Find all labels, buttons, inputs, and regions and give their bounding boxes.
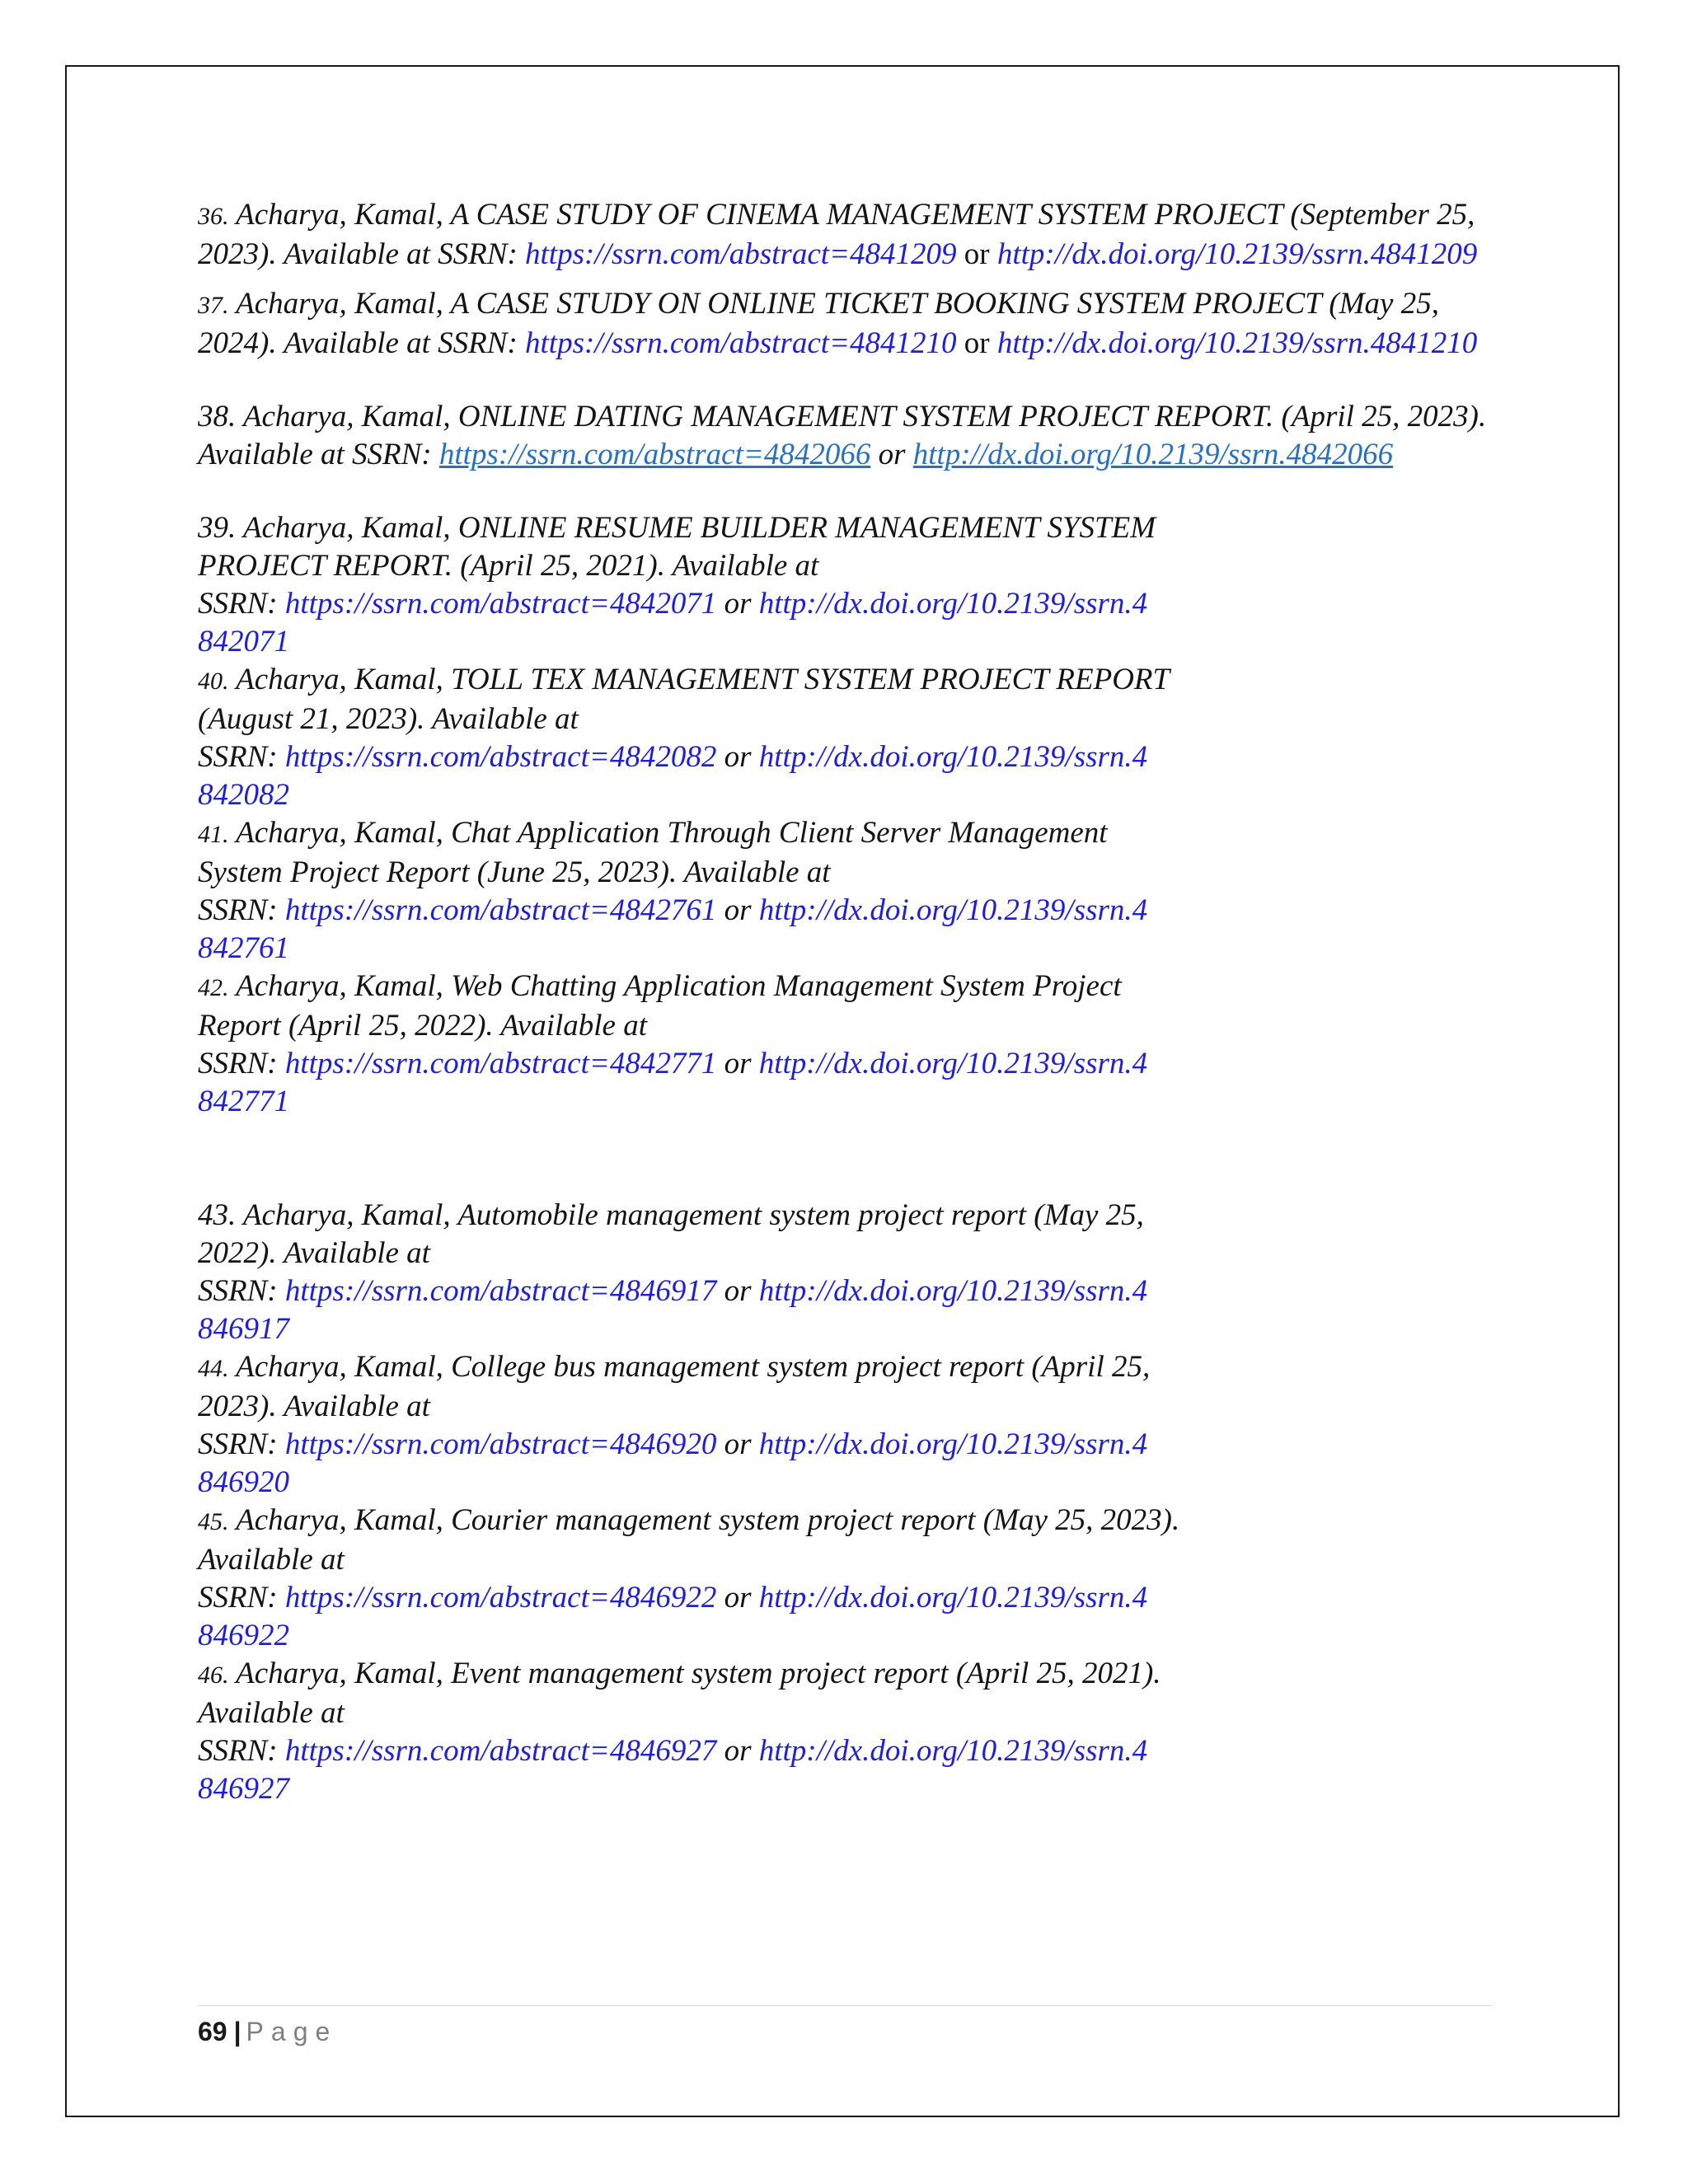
reference-title: Acharya, Kamal, Courier management system project report (May 25, 2023). [236, 1503, 1180, 1537]
ssrn-link[interactable]: https://ssrn.com/abstract=4846922 [284, 1581, 717, 1615]
reference-45 [198, 1502, 1492, 1655]
reference-line-2: 2023). Available at [198, 1390, 430, 1423]
reference-number: 36. [198, 203, 229, 230]
reference-43 [198, 1197, 1492, 1348]
or-text: or [724, 1734, 752, 1768]
reference-number: 45. [198, 1508, 229, 1535]
reference-title: Acharya, Kamal, College bus management system project report (April 25, [236, 1350, 1151, 1384]
ssrn-label: SSRN: [198, 1734, 278, 1768]
or-text: or [724, 740, 752, 774]
reference-line-3 [198, 1272, 1492, 1310]
or-text: or [964, 326, 990, 360]
doi-link[interactable]: http://dx.doi.org/10.2139/ssrn.4841209 [996, 237, 1478, 271]
reference-44 [198, 1348, 1492, 1502]
reference-line-2: Report (April 25, 2022). Available at [198, 1009, 648, 1043]
reference-line-3 [198, 1426, 1492, 1464]
ssrn-label: SSRN: [198, 893, 278, 927]
doi-link-continued[interactable]: 846920 [198, 1465, 289, 1499]
reference-text: Acharya, Kamal, A CASE STUDY OF CINEMA MANAGEMENT SYSTEM PROJECT (September 25, 2023). Available at SSRN: [198, 198, 1475, 271]
reference-line-3 [198, 1045, 1492, 1083]
reference-number: 46. [198, 1661, 229, 1689]
reference-46 [198, 1655, 1492, 1808]
doi-link-continued[interactable]: 842071 [198, 625, 289, 658]
doi-link[interactable]: http://dx.doi.org/10.2139/ssrn.4 [758, 1047, 1148, 1080]
reference-title: Acharya, Kamal, Automobile management system project report (May 25, [242, 1198, 1144, 1232]
reference-title: Acharya, Kamal, Web Chatting Application Management System Project [236, 969, 1122, 1003]
or-text: or [964, 237, 990, 271]
or-text: or [724, 1427, 752, 1461]
ssrn-label: SSRN: [198, 1427, 278, 1461]
reference-number: 43. [198, 1198, 237, 1232]
reference-line-3 [198, 1732, 1492, 1770]
reference-title: Acharya, Kamal, Event management system project report (April 25, 2021). [236, 1657, 1161, 1690]
reference-line-2: System Project Report (June 25, 2023). Available at [198, 855, 831, 889]
reference-number: 37. [198, 292, 229, 319]
ssrn-link[interactable]: https://ssrn.com/abstract=4841209 [525, 237, 957, 271]
doi-link[interactable]: http://dx.doi.org/10.2139/ssrn.4 [758, 1427, 1148, 1461]
reference-line-1 [198, 661, 1492, 701]
ssrn-link[interactable]: https://ssrn.com/abstract=4842771 [284, 1047, 717, 1080]
doi-link[interactable]: http://dx.doi.org/10.2139/ssrn.4842066 [912, 438, 1394, 471]
doi-link[interactable]: http://dx.doi.org/10.2139/ssrn.4841210 [996, 326, 1478, 360]
reference-text: Acharya, Kamal, ONLINE DATING MANAGEMENT SYSTEM PROJECT REPORT. (April 25, 2023). Available at SSRN: [198, 400, 1487, 471]
reference-line-3 [198, 738, 1492, 776]
reference-line-1 [198, 1197, 1492, 1235]
reference-line-1 [198, 968, 1492, 1007]
reference-41 [198, 814, 1492, 968]
doi-link[interactable]: http://dx.doi.org/10.2139/ssrn.4 [758, 1274, 1148, 1308]
ssrn-link[interactable]: https://ssrn.com/abstract=4842082 [284, 740, 717, 774]
ssrn-link[interactable]: https://ssrn.com/abstract=4846920 [284, 1427, 717, 1461]
reference-42 [198, 968, 1492, 1121]
reference-number: 42. [198, 974, 229, 1001]
footer-divider [198, 2005, 1492, 2006]
reference-number: 44. [198, 1355, 229, 1382]
doi-link[interactable]: http://dx.doi.org/10.2139/ssrn.4 [758, 893, 1148, 927]
ssrn-link[interactable]: https://ssrn.com/abstract=4842071 [284, 587, 717, 621]
or-text: or [724, 1581, 752, 1615]
ssrn-link[interactable]: https://ssrn.com/abstract=4842066 [438, 438, 871, 471]
page-label: Page [246, 2017, 338, 2046]
doi-link-continued[interactable]: 842082 [198, 778, 289, 812]
reference-line-2: 2022). Available at [198, 1236, 430, 1270]
doi-link-continued[interactable]: 842761 [198, 931, 289, 965]
reference-number: 40. [198, 668, 229, 695]
doi-link-continued[interactable]: 846917 [198, 1312, 289, 1346]
reference-number: 39. [198, 511, 237, 545]
reference-line-1 [198, 1655, 1492, 1694]
reference-line-1 [198, 1348, 1492, 1388]
doi-link[interactable]: http://dx.doi.org/10.2139/ssrn.4 [758, 740, 1148, 774]
or-text: or [724, 1047, 752, 1080]
footer-separator: | [233, 2017, 241, 2046]
reference-line-1 [198, 1502, 1492, 1541]
reference-39 [198, 509, 1492, 661]
or-text: or [724, 587, 752, 621]
reference-line-3 [198, 892, 1492, 930]
ssrn-label: SSRN: [198, 1047, 278, 1080]
ssrn-link[interactable]: https://ssrn.com/abstract=4841210 [525, 326, 957, 360]
or-text: or [724, 1274, 752, 1308]
reference-40 [198, 661, 1492, 814]
ssrn-link[interactable]: https://ssrn.com/abstract=4842761 [284, 893, 717, 927]
doi-link-continued[interactable]: 846927 [198, 1772, 289, 1806]
reference-number: 41. [198, 821, 229, 848]
reference-number: 38. [198, 400, 237, 434]
ssrn-label: SSRN: [198, 1581, 278, 1615]
reference-text: Acharya, Kamal, A CASE STUDY ON ONLINE TICKET BOOKING SYSTEM PROJECT (May 25, 2024). Available at SSRN: [198, 287, 1439, 360]
reference-37 [198, 285, 1492, 363]
reference-line-1 [198, 509, 1492, 547]
reference-line-2: PROJECT REPORT. (April 25, 2021). Available at [198, 549, 819, 583]
reference-list [198, 196, 1492, 1808]
doi-link-continued[interactable]: 842771 [198, 1085, 289, 1118]
page-number: 69 [198, 2017, 227, 2046]
reference-title: Acharya, Kamal, TOLL TEX MANAGEMENT SYSTEM PROJECT REPORT [236, 663, 1170, 696]
reference-38 [198, 398, 1492, 474]
reference-36 [198, 196, 1492, 274]
doi-link[interactable]: http://dx.doi.org/10.2139/ssrn.4 [758, 587, 1148, 621]
reference-title: Acharya, Kamal, ONLINE RESUME BUILDER MANAGEMENT SYSTEM [242, 511, 1156, 545]
doi-link[interactable]: http://dx.doi.org/10.2139/ssrn.4 [758, 1734, 1148, 1768]
or-text: or [878, 438, 906, 471]
reference-line-3 [198, 585, 1492, 623]
reference-line-2: (August 21, 2023). Available at [198, 702, 579, 736]
reference-line-1 [198, 814, 1492, 854]
ssrn-link[interactable]: https://ssrn.com/abstract=4846927 [284, 1734, 717, 1768]
page-footer [198, 2011, 337, 2052]
reference-title: Acharya, Kamal, Chat Application Through Client Server Management [236, 816, 1108, 850]
doi-link[interactable]: http://dx.doi.org/10.2139/ssrn.4 [758, 1581, 1148, 1615]
ssrn-label: SSRN: [198, 1274, 278, 1308]
reference-line-2: Available at [198, 1696, 345, 1730]
reference-line-2: Available at [198, 1543, 345, 1577]
ssrn-label: SSRN: [198, 740, 278, 774]
ssrn-label: SSRN: [198, 587, 278, 621]
reference-line-3 [198, 1579, 1492, 1617]
ssrn-link[interactable]: https://ssrn.com/abstract=4846917 [284, 1274, 717, 1308]
or-text: or [724, 893, 752, 927]
doi-link-continued[interactable]: 846922 [198, 1619, 289, 1652]
